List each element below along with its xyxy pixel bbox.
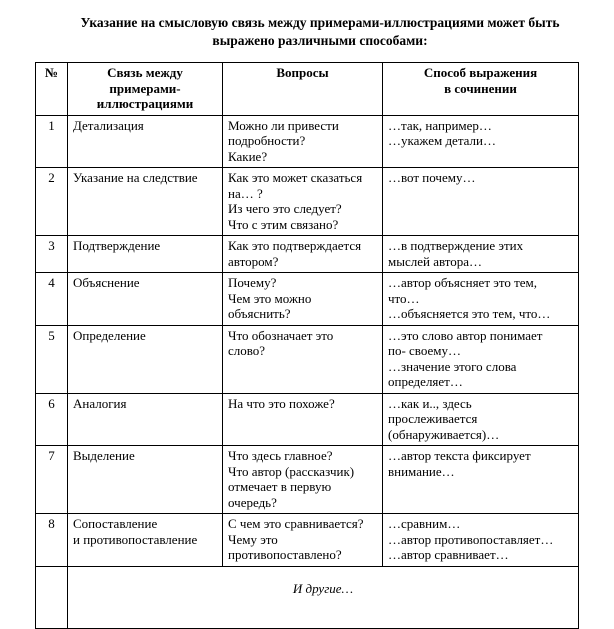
cell-link: [68, 168, 223, 236]
expression-line: мыслей автора…: [388, 253, 483, 269]
title-line: Указание на смысловую связь между примерами-иллюстрациями может быть: [80, 15, 560, 30]
questions-line: Как это может сказаться: [228, 170, 363, 185]
questions-line: Какие?: [228, 148, 268, 164]
cell-questions: [223, 115, 383, 168]
questions-line: на… ?: [228, 185, 263, 201]
row-number: 6: [36, 393, 68, 446]
expression-line: прослеживается: [388, 411, 478, 426]
row-number: 5: [36, 325, 68, 393]
expression-line: …в подтверждение этих: [388, 238, 524, 253]
cell-questions: [223, 273, 383, 326]
header-link: Связь между примерами- иллюстрациями: [68, 63, 223, 116]
cell-expression: [383, 514, 579, 567]
row-number: 8: [36, 514, 68, 567]
expression-line: …автор сравнивает…: [388, 547, 509, 562]
questions-line: Что обозначает это: [228, 327, 334, 343]
table-footer-row: [36, 566, 579, 628]
table-row: [36, 168, 579, 236]
table-row: [36, 446, 579, 514]
cell-questions: [223, 446, 383, 514]
link-line: Выделение: [73, 448, 135, 463]
questions-line: Как это подтверждается: [228, 238, 362, 253]
link-line: и противопоставление: [73, 531, 198, 547]
questions-line: автором?: [228, 253, 279, 269]
expression-line: …объясняется это тем, что…: [388, 306, 551, 321]
cell-link: [68, 325, 223, 393]
questions-line: Чем это можно: [228, 290, 312, 306]
expression-line: …так, например…: [388, 117, 492, 133]
questions-line: Чему это: [228, 531, 278, 547]
expression-line: (обнаруживается)…: [388, 426, 500, 442]
title-line: выражено различными способами:: [212, 33, 428, 48]
questions-line: отмечает в первую: [228, 479, 332, 494]
link-line: Указание на следствие: [73, 170, 198, 185]
expression-line: …автор противопоставляет…: [388, 531, 554, 547]
cell-link: [68, 115, 223, 168]
expression-line: …автор текста фиксирует: [388, 448, 531, 463]
expression-line: …значение этого слова: [388, 358, 517, 374]
table-row: [36, 273, 579, 326]
row-number: 3: [36, 236, 68, 273]
questions-line: Можно ли привести: [228, 117, 339, 133]
cell-expression: [383, 273, 579, 326]
expression-line: …автор объясняет это тем,: [388, 275, 538, 290]
cell-expression: [383, 325, 579, 393]
questions-line: С чем это сравнивается?: [228, 516, 364, 531]
row-number: 1: [36, 115, 68, 168]
expression-line: …как и.., здесь: [388, 395, 472, 411]
cell-questions: [223, 514, 383, 567]
table-footer-text: И другие…: [68, 566, 579, 628]
row-number: 7: [36, 446, 68, 514]
cell-questions: [223, 393, 383, 446]
link-line: Детализация: [73, 117, 144, 133]
questions-line: Почему?: [228, 275, 277, 290]
cell-expression: [383, 393, 579, 446]
expression-line: …сравним…: [388, 516, 461, 531]
row-number: 4: [36, 273, 68, 326]
cell-link: [68, 236, 223, 273]
expression-line: …это слово автор понимает: [388, 327, 543, 343]
expression-line: по- своему…: [388, 343, 462, 358]
table-row: [36, 115, 579, 168]
cell-link: [68, 393, 223, 446]
link-line: Объяснение: [73, 275, 140, 290]
questions-line: Что здесь главное?: [228, 448, 333, 463]
expression-line: …вот почему…: [388, 170, 476, 185]
header-questions: Вопросы: [223, 63, 383, 116]
cell-questions: [223, 168, 383, 236]
table-row: [36, 393, 579, 446]
cell-expression: [383, 446, 579, 514]
table-row: [36, 325, 579, 393]
table-row: [36, 514, 579, 567]
header-num: №: [36, 63, 68, 116]
expression-line: внимание…: [388, 463, 455, 479]
questions-line: объяснить?: [228, 306, 291, 321]
cell-expression: [383, 115, 579, 168]
questions-line: Что с этим связано?: [228, 216, 339, 232]
expression-line: …укажем детали…: [388, 133, 496, 148]
questions-line: противопоставлено?: [228, 547, 342, 562]
table-body: [36, 115, 579, 566]
link-line: Аналогия: [73, 395, 127, 411]
cell-link: [68, 514, 223, 567]
cell-questions: [223, 236, 383, 273]
questions-line: подробности?: [228, 133, 306, 148]
questions-line: Что автор (рассказчик): [228, 463, 355, 479]
questions-line: очередь?: [228, 494, 277, 510]
table-header-row: [36, 63, 579, 116]
cell-expression: [383, 168, 579, 236]
header-expression: Способ выражения в сочинении: [383, 63, 579, 116]
questions-line: Из чего это следует?: [228, 201, 342, 216]
cell-expression: [383, 236, 579, 273]
row-number: 2: [36, 168, 68, 236]
link-line: Подтверждение: [73, 238, 161, 253]
illustration-links-table: [35, 62, 579, 629]
cell-link: [68, 273, 223, 326]
expression-line: определяет…: [388, 374, 463, 389]
questions-line: слово?: [228, 343, 266, 358]
link-line: Определение: [73, 327, 146, 343]
document-title: [60, 14, 580, 50]
link-line: Сопоставление: [73, 516, 158, 531]
expression-line: что…: [388, 290, 420, 306]
cell-questions: [223, 325, 383, 393]
questions-line: На что это похоже?: [228, 395, 335, 411]
cell-link: [68, 446, 223, 514]
table-row: [36, 236, 579, 273]
